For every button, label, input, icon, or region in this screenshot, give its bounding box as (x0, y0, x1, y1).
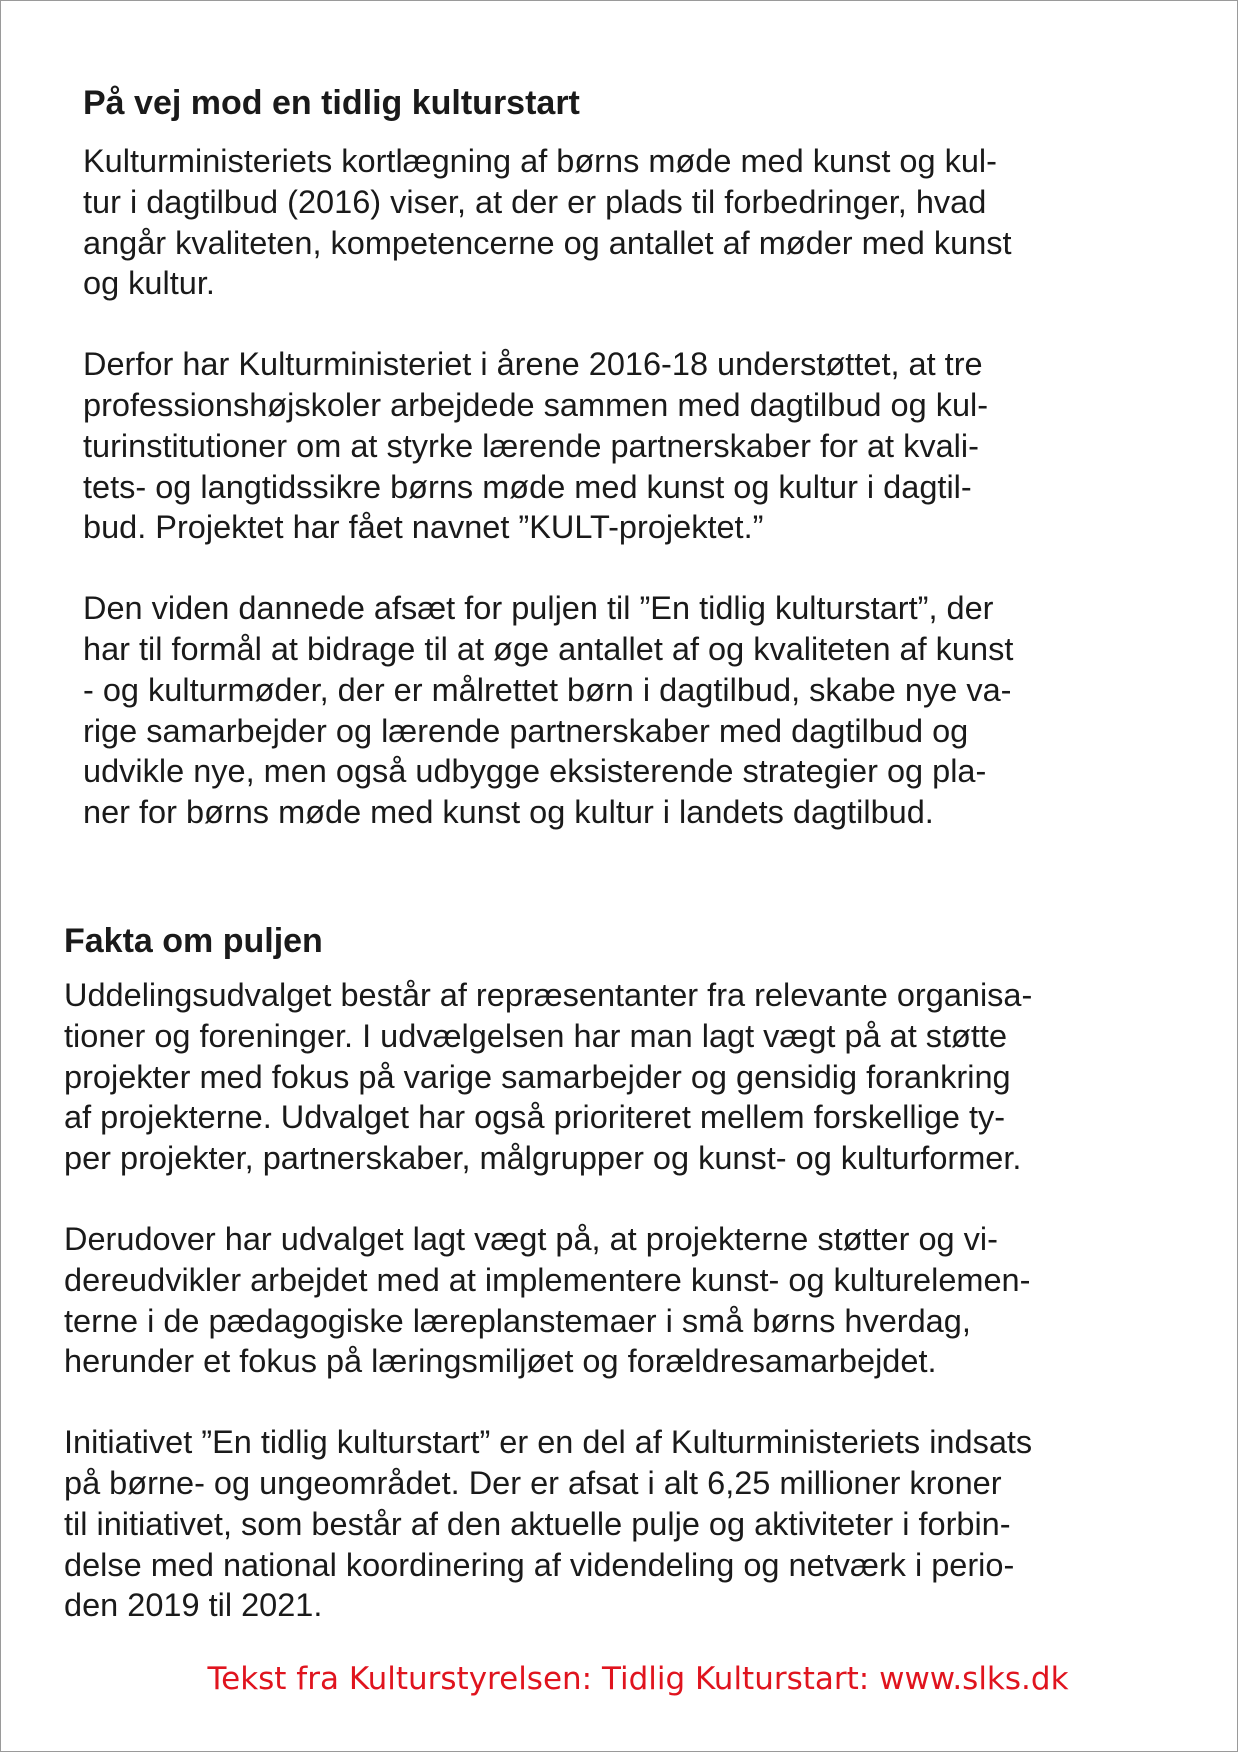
text-line: ner for børns møde med kunst og kultur i landets dagtilbud. (83, 794, 934, 831)
text-line: tur i dagtilbud (2016) viser, at der er plads til forbedringer, hvad (83, 183, 987, 220)
text-line: delse med national koordinering af videndeling og netværk i perio- (64, 1546, 1015, 1583)
text-line: har til formål at bidrage til at øge antallet af og kvaliteten af kunst (83, 630, 1014, 667)
text-line: og kultur. (83, 265, 215, 302)
section-tidlig-kulturstart (83, 83, 1193, 873)
source-credit: Tekst fra Kulturstyrelsen: Tidlig Kulturstart: www.slks.dk (207, 1661, 1069, 1697)
text-line: på børne- og ungeområdet. Der er afsat i alt 6,25 millioner kroner (64, 1464, 1002, 1501)
text-line: Initiativet ”En tidlig kulturstart” er en del af Kulturministeriets indsats (64, 1424, 1033, 1461)
text-line: - og kulturmøder, der er målrettet børn i dagtilbud, skabe nye va- (83, 671, 1012, 708)
text-line: den 2019 til 2021. (64, 1587, 323, 1624)
text-line: Den viden dannede afsæt for puljen til ”En tidlig kulturstart”, der (83, 590, 994, 627)
section-fakta-om-puljen (64, 921, 1194, 1666)
text-line: af projekterne. Udvalget har også prioriteret mellem forskellige ty- (64, 1099, 1006, 1136)
text-line: Uddelingsudvalget består af repræsentanter fra relevante organisa- (64, 977, 1033, 1013)
text-line: angår kvaliteten, kompetencerne og antallet af møder med kunst (83, 224, 1012, 261)
paragraph (83, 141, 1193, 304)
text-line: projekter med fokus på varige samarbejder og gensidig forankring (64, 1058, 1011, 1095)
section-heading: På vej mod en tidlig kulturstart (83, 84, 580, 122)
text-line: udvikle nye, men også udbygge eksisterende strategier og pla- (83, 753, 987, 790)
paragraph (64, 1422, 1194, 1626)
text-line: dereudvikler arbejdet med at implementere kunst- og kulturelemen- (64, 1261, 1031, 1298)
text-line: Derudover har udvalget lagt vægt på, at projekterne støtter og vi- (64, 1220, 998, 1257)
text-line: rige samarbejder og lærende partnerskaber med dagtilbud og (83, 712, 969, 749)
text-line: bud. Projektet har fået navnet ”KULT-projektet.” (83, 509, 764, 546)
paragraph (64, 1219, 1194, 1382)
text-line: turinstitutioner om at styrke lærende partnerskaber for at kvali- (83, 427, 979, 464)
paragraph (64, 975, 1194, 1179)
text-line: herunder et fokus på læringsmiljøet og forældresamarbejdet. (64, 1343, 937, 1380)
text-line: tets- og langtidssikre børns møde med kunst og kultur i dagtil- (83, 468, 972, 505)
section-heading: Fakta om puljen (64, 922, 323, 960)
text-line: terne i de pædagogiske læreplanstemaer i små børns hverdag, (64, 1302, 971, 1339)
paragraph (83, 588, 1193, 833)
text-line: Kulturministeriets kortlægning af børns møde med kunst og kul- (83, 143, 997, 179)
text-line: per projekter, partnerskaber, målgrupper og kunst- og kulturformer. (64, 1140, 1022, 1177)
text-line: Derfor har Kulturministeriet i årene 2016-18 understøttet, at tre (83, 346, 983, 383)
text-line: tioner og foreninger. I udvælgelsen har man lagt vægt på at støtte (64, 1017, 1008, 1054)
text-line: professionshøjskoler arbejdede sammen med dagtilbud og kul- (83, 386, 989, 423)
paragraph (83, 344, 1193, 548)
text-line: til initiativet, som består af den aktuelle pulje og aktiviteter i forbin- (64, 1505, 1011, 1542)
